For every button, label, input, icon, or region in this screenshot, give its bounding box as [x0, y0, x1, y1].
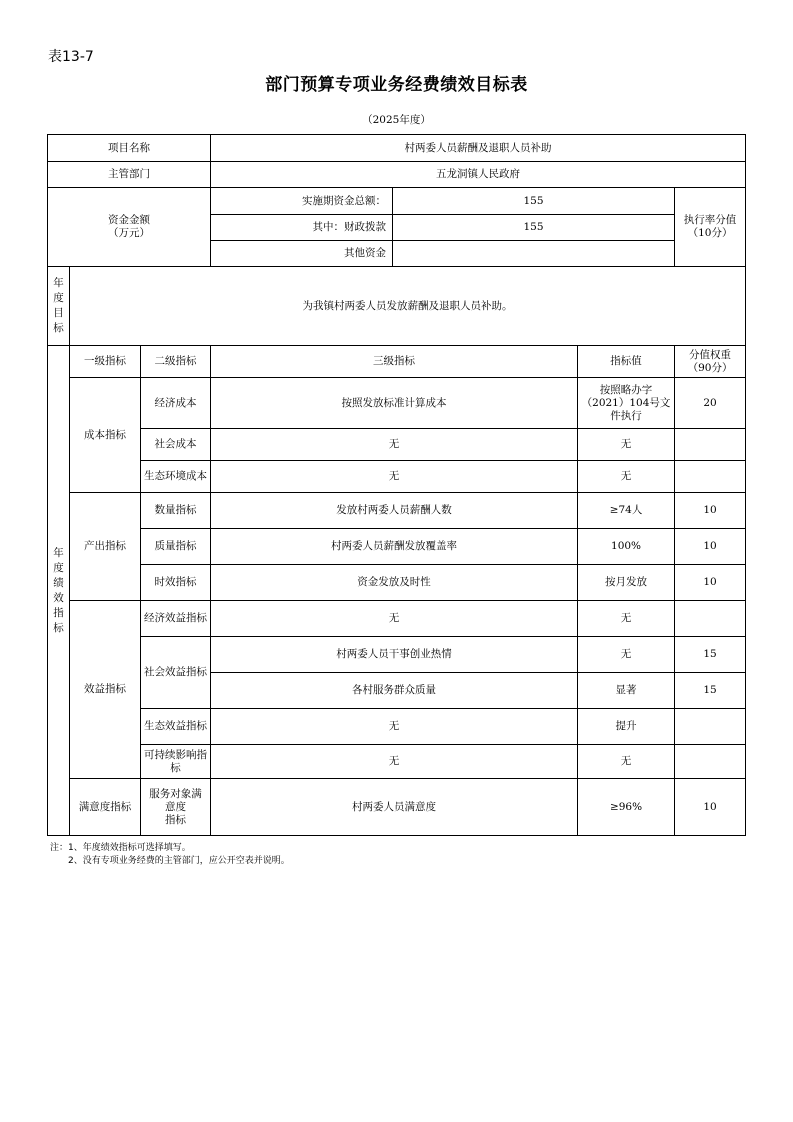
- weight-header-line2: （90分）: [687, 361, 733, 374]
- level1-output: 产出指标: [70, 493, 141, 601]
- indicator-weight: 10: [675, 529, 746, 565]
- table-row: [48, 709, 746, 745]
- goal-label-char: 年: [53, 277, 64, 289]
- level3-text: 无: [211, 709, 578, 745]
- weight-header-line1: 分值权重: [689, 348, 732, 361]
- level2-label: 质量指标: [141, 529, 211, 565]
- annual-goal-row: [48, 267, 746, 346]
- level3-text: 无: [211, 461, 578, 493]
- table-number-label: 表13-7: [48, 49, 94, 65]
- col-header-value: 指标值: [578, 346, 675, 378]
- level2-line: 指标: [165, 813, 187, 826]
- indicator-weight: 15: [675, 673, 746, 709]
- funds-other-label: 其他资金: [211, 241, 393, 267]
- col-header-weight: [675, 346, 746, 378]
- indicator-value: ≥74人: [578, 493, 675, 529]
- indicator-value: 无: [578, 461, 675, 493]
- level3-text: 各村服务群众质量: [211, 673, 578, 709]
- footnotes: [50, 842, 290, 868]
- project-name-label: 项目名称: [48, 135, 211, 162]
- project-name-row: [48, 135, 746, 162]
- funds-total-label: 实施期资金总额：: [211, 188, 393, 215]
- side-label-char: 度: [53, 561, 64, 574]
- col-header-level2: 二级指标: [141, 346, 211, 378]
- indicator-weight: 10: [675, 779, 746, 836]
- indicator-value: 无: [578, 429, 675, 461]
- level2-line: 意度: [165, 800, 187, 813]
- annual-goal-label: [48, 267, 70, 346]
- level3-text: 资金发放及时性: [211, 565, 578, 601]
- indicator-value: 无: [578, 601, 675, 637]
- table-row: [48, 493, 746, 529]
- side-label-char: 标: [53, 621, 64, 634]
- indicator-value: 100%: [578, 529, 675, 565]
- table-row: [48, 565, 746, 601]
- indicator-value: 无: [578, 745, 675, 779]
- funds-label: [48, 188, 211, 267]
- side-label-char: 绩: [53, 576, 64, 589]
- indicator-weight: [675, 745, 746, 779]
- indicator-weight: 20: [675, 378, 746, 429]
- indicator-header-row: [48, 346, 746, 378]
- table-row: [48, 745, 746, 779]
- level3-text: 无: [211, 429, 578, 461]
- indicator-value: 按月发放: [578, 565, 675, 601]
- funds-label-line1: 资金金额: [108, 214, 151, 226]
- table-row: [48, 601, 746, 637]
- fiscal-year: （2025年度）: [362, 114, 431, 126]
- indicator-weight: 10: [675, 565, 746, 601]
- level3-text: 村两委人员薪酬发放覆盖率: [211, 529, 578, 565]
- level1-satisfaction: 满意度指标: [70, 779, 141, 836]
- level3-text: 村两委人员干事创业热情: [211, 637, 578, 673]
- level1-cost: 成本指标: [70, 378, 141, 493]
- indicator-weight: [675, 601, 746, 637]
- goal-label-char: 目: [53, 307, 64, 319]
- goal-label-char: 度: [53, 292, 64, 304]
- level2-label: 数量指标: [141, 493, 211, 529]
- col-header-level1: 一级指标: [70, 346, 141, 378]
- department-row: [48, 162, 746, 188]
- document-title: 部门预算专项业务经费绩效目标表: [265, 75, 528, 95]
- side-label-char: 年: [53, 546, 64, 559]
- level2-label: 生态效益指标: [141, 709, 211, 745]
- indicator-weight: 10: [675, 493, 746, 529]
- indicator-weight: [675, 461, 746, 493]
- indicator-value: 无: [578, 637, 675, 673]
- indicator-weight: 15: [675, 637, 746, 673]
- value-line: 按照略办字: [599, 383, 653, 396]
- indicator-value: 显著: [578, 673, 675, 709]
- level2-label: 生态环境成本: [141, 461, 211, 493]
- indicator-value: [578, 378, 675, 429]
- level2-label: 社会效益指标: [141, 637, 211, 709]
- level3-text: 发放村两委人员薪酬人数: [211, 493, 578, 529]
- performance-target-table: [47, 134, 746, 836]
- funds-fiscal-label: 其中：财政拨款: [211, 215, 393, 241]
- level1-benefit: 效益指标: [70, 601, 141, 779]
- table-row: [48, 378, 746, 429]
- side-label-char: 指: [53, 606, 64, 619]
- funds-total-value: 155: [393, 188, 675, 215]
- value-line: 件执行: [610, 409, 642, 422]
- funds-other-value: [393, 241, 675, 267]
- level3-text: 村两委人员满意度: [211, 779, 578, 836]
- table-row: [48, 461, 746, 493]
- indicator-value: 提升: [578, 709, 675, 745]
- indicator-weight: [675, 429, 746, 461]
- value-line: （2021）104号文: [581, 396, 671, 409]
- indicator-value: ≥96%: [578, 779, 675, 836]
- level2-label: 时效指标: [141, 565, 211, 601]
- funds-fiscal-value: 155: [393, 215, 675, 241]
- annual-indicators-side-label: [48, 346, 70, 836]
- annual-goal-text: 为我镇村两委人员发放薪酬及退职人员补助。: [70, 267, 746, 346]
- department-label: 主管部门: [48, 162, 211, 188]
- execution-rate-score: [675, 188, 746, 267]
- level2-label: 经济成本: [141, 378, 211, 429]
- level2-label: 社会成本: [141, 429, 211, 461]
- level2-label: 可持续影响指标: [141, 745, 211, 779]
- side-label-char: 效: [53, 591, 64, 604]
- indicator-weight: [675, 709, 746, 745]
- department-value: 五龙洞镇人民政府: [211, 162, 746, 188]
- level3-text: 按照发放标准计算成本: [211, 378, 578, 429]
- table-row: [48, 637, 746, 673]
- execution-rate-line1: 执行率分值: [683, 214, 737, 226]
- level2-label: 经济效益指标: [141, 601, 211, 637]
- level3-text: 无: [211, 601, 578, 637]
- footnote-2: 2、没有专项业务经费的主管部门，应公开空表并说明。: [68, 856, 290, 866]
- table-row: [48, 529, 746, 565]
- level3-text: 无: [211, 745, 578, 779]
- execution-rate-line2: （10分）: [687, 227, 733, 239]
- level2-label: [141, 779, 211, 836]
- funds-total-row: [48, 188, 746, 215]
- goal-label-char: 标: [53, 322, 64, 334]
- col-header-level3: 三级指标: [211, 346, 578, 378]
- table-row: [48, 429, 746, 461]
- level2-line: 服务对象满: [149, 787, 202, 800]
- table-row: [48, 779, 746, 836]
- footnote-1: 注：1、年度绩效指标可选择填写。: [50, 843, 191, 853]
- project-name-value: 村两委人员薪酬及退职人员补助: [211, 135, 746, 162]
- funds-label-line2: （万元）: [108, 227, 151, 239]
